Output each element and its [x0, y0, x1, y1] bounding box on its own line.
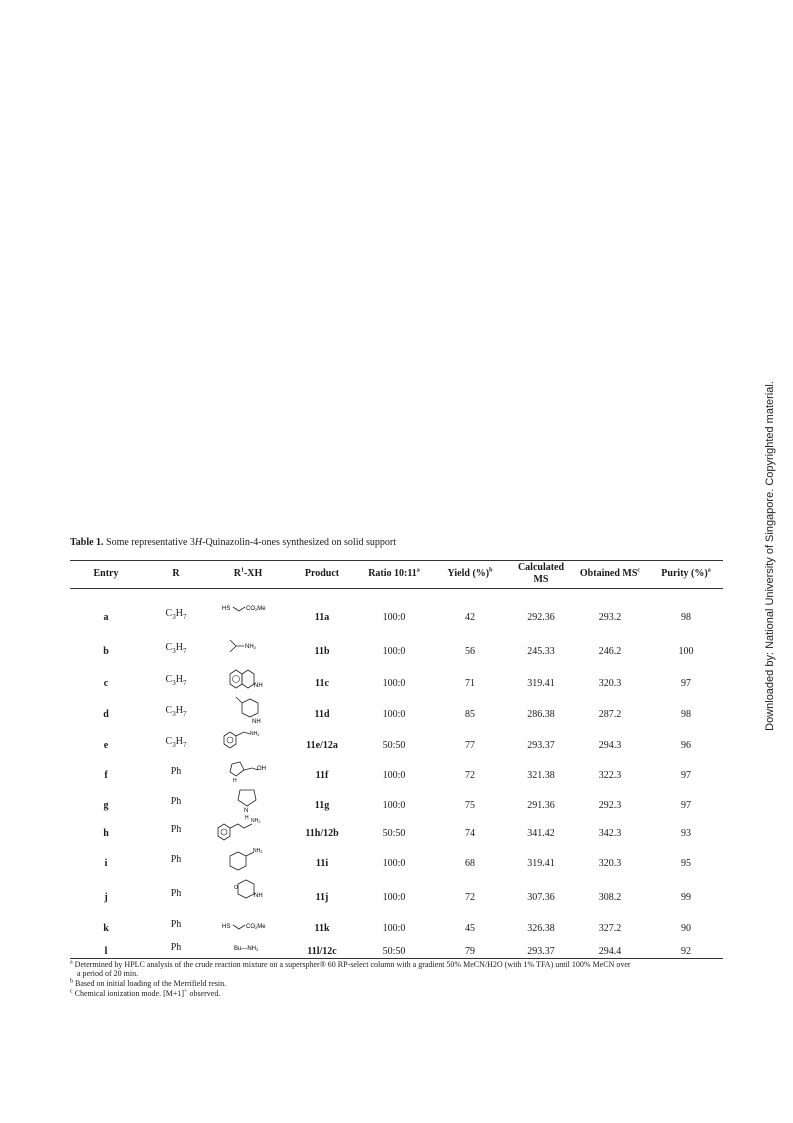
download-watermark: Downloaded by: National University of Singapore. Copyrighted material.	[764, 381, 776, 731]
cell-obtained: 308.2	[598, 892, 622, 903]
cell-calc: 293.37	[527, 740, 555, 751]
reagent-structure-l	[234, 941, 274, 960]
cell-obtained: 327.2	[598, 923, 622, 934]
cell-yield: 45	[465, 923, 475, 934]
cell-entry: d	[103, 709, 109, 720]
label-h-g: H	[245, 815, 249, 820]
cell-product: 11i	[315, 858, 329, 869]
caption-italic-h: H	[194, 537, 203, 548]
cell-purity: 95	[681, 858, 691, 869]
footnote-b: $^b$ Based on initial loading of the Merrifield resin.	[70, 978, 227, 988]
cell-r: $C_3H_7$	[165, 736, 187, 749]
cell-yield: 77	[465, 740, 475, 751]
header-purity: Purity (%)$^a$	[661, 567, 711, 579]
cell-ratio: 100:0	[382, 892, 406, 903]
cell-ratio: 100:0	[382, 612, 406, 623]
cell-calc: 286.38	[527, 709, 555, 720]
cell-r: $C_3H_7$	[165, 705, 187, 718]
cell-product: 11a	[314, 612, 330, 623]
cell-calc: 291.36	[527, 800, 555, 811]
cell-ratio: 50:50	[382, 740, 406, 751]
cell-entry: k	[103, 923, 109, 934]
cell-purity: 98	[681, 612, 691, 623]
cell-ratio: 100:0	[382, 858, 406, 869]
cell-obtained: 320.3	[598, 858, 622, 869]
cell-ratio: 50:50	[382, 946, 406, 957]
cell-r: Ph	[170, 888, 182, 899]
cell-entry: e	[103, 740, 109, 751]
cell-obtained: 342.3	[598, 828, 622, 839]
cell-purity: 97	[681, 770, 691, 781]
cell-yield: 42	[465, 612, 475, 623]
footnote-c: $^c$ Chemical ionization mode. [M+1]+ observed.	[70, 988, 221, 998]
label-nh-j: NH	[254, 893, 263, 899]
cell-product: 11e/12a	[306, 740, 338, 751]
cell-obtained: 322.3	[598, 770, 622, 781]
cell-yield: 74	[465, 828, 475, 839]
label-co2me-k: CO2Me	[246, 924, 266, 930]
label-h-f: H	[233, 778, 237, 784]
cell-r: Ph	[170, 942, 182, 953]
cell-yield: 71	[465, 678, 475, 689]
cell-yield: 72	[465, 892, 475, 903]
cell-yield: 79	[465, 946, 475, 957]
cell-calc: 292.36	[527, 612, 555, 623]
cell-entry: c	[103, 678, 109, 689]
cell-product: 11j	[315, 892, 329, 903]
cell-obtained: 287.2	[598, 709, 622, 720]
cell-entry: f	[104, 770, 108, 781]
reagent-structure-j	[228, 876, 272, 913]
cell-obtained: 320.3	[598, 678, 622, 689]
cell-purity: 92	[681, 946, 691, 957]
cell-obtained: 294.3	[598, 740, 622, 751]
cell-yield: 56	[465, 646, 475, 657]
cell-ratio: 100:0	[382, 923, 406, 934]
cell-r: Ph	[170, 766, 182, 777]
cell-calc: 341.42	[527, 828, 555, 839]
cell-product: 11h/12b	[305, 828, 339, 839]
header-calculated-ms: Calculated MS	[517, 562, 565, 585]
cell-ratio: 50:50	[382, 828, 406, 839]
header-product: Product	[304, 568, 340, 579]
label-hs-k: HS	[222, 924, 231, 930]
label-nh2-e: $NH_2$	[250, 731, 260, 737]
label-n-g: N	[244, 808, 249, 814]
label-hs: HS	[222, 606, 231, 612]
cell-purity: 99	[681, 892, 691, 903]
cell-product: 11l/12c	[307, 946, 337, 957]
cell-r: Ph	[170, 824, 182, 835]
cell-calc: 319.41	[527, 678, 555, 689]
cell-ratio: 100:0	[382, 646, 406, 657]
cell-product: 11f	[315, 770, 329, 781]
cell-yield: 72	[465, 770, 475, 781]
cell-ratio: 100:0	[382, 800, 406, 811]
footnote-a: $^a$ Determined by HPLC analysis of the crude reaction mixture on a superspher® 60 RP-select column with a gradient 50% MeCN/H2O (with 1% TFA) until 100% MeCN over	[70, 959, 631, 969]
cell-purity: 100	[678, 646, 694, 657]
cell-entry: i	[104, 858, 108, 869]
cell-r: Ph	[170, 854, 182, 865]
caption-text-post: -Quinazolin-4-ones synthesized on solid support	[202, 537, 396, 548]
cell-yield: 68	[465, 858, 475, 869]
footnote-a-continued: a period of 20 min.	[77, 969, 139, 978]
cell-calc: 245.33	[527, 646, 555, 657]
cell-purity: 90	[681, 923, 691, 934]
header-obtained-ms: Obtained $MS^c$	[579, 567, 641, 579]
caption-text-pre: Some representative 3	[103, 537, 195, 548]
header-ratio: Ratio 10:11$^a$	[368, 567, 420, 579]
header-entry: Entry	[93, 568, 119, 579]
reagent-structure-a	[222, 600, 282, 621]
header-yield: Yield (%)$^b$	[447, 567, 493, 579]
label-nh2-i: $NH_2$	[253, 848, 263, 854]
cell-purity: 96	[681, 740, 691, 751]
cell-yield: 85	[465, 709, 475, 720]
table-label: Table 1.	[70, 537, 104, 548]
cell-r: $C_3H_7$	[165, 642, 187, 655]
cell-ratio: 100:0	[382, 709, 406, 720]
cell-entry: h	[103, 828, 109, 839]
cell-obtained: 292.3	[598, 800, 622, 811]
label-nh-d: NH	[252, 719, 261, 725]
cell-r: Ph	[170, 796, 182, 807]
cell-calc: 326.38	[527, 923, 555, 934]
cell-calc: 307.36	[527, 892, 555, 903]
cell-ratio: 100:0	[382, 678, 406, 689]
cell-product: 11c	[315, 678, 329, 689]
label-oh: OH	[257, 766, 266, 772]
cell-yield: 75	[465, 800, 475, 811]
cell-calc: 293.37	[527, 946, 555, 957]
cell-entry: j	[104, 892, 108, 903]
label-co2me: CO2Me	[246, 606, 266, 612]
cell-entry: l	[104, 946, 108, 957]
cell-r: $C_3H_7$	[165, 608, 187, 621]
cell-entry: b	[103, 646, 109, 657]
label-nh-c: NH	[254, 683, 263, 689]
cell-product: 11b	[314, 646, 330, 657]
cell-purity: 93	[681, 828, 691, 839]
cell-calc: 319.41	[527, 858, 555, 869]
cell-purity: 97	[681, 800, 691, 811]
cell-obtained: 293.2	[598, 612, 622, 623]
cell-product: 11k	[314, 923, 330, 934]
label-bu-nh2: Bu—NH2	[234, 946, 259, 952]
header-r: R	[172, 568, 180, 579]
reagent-structure-e	[220, 726, 276, 757]
reagent-structure-f	[226, 758, 276, 789]
table-header-rule	[70, 588, 723, 589]
label-nh2-b: NH2	[245, 644, 256, 650]
cell-obtained: 246.2	[598, 646, 622, 657]
cell-purity: 97	[681, 678, 691, 689]
cell-entry: a	[103, 612, 109, 623]
reagent-structure-k	[222, 918, 282, 939]
cell-r: Ph	[170, 919, 182, 930]
cell-purity: 98	[681, 709, 691, 720]
cell-product: 11d	[314, 709, 330, 720]
label-o-j: O	[234, 885, 238, 891]
table-caption	[70, 537, 730, 548]
header-r1-xh: $R^1-XH$	[233, 567, 263, 579]
cell-r: $C_3H_7$	[165, 674, 187, 687]
cell-calc: 321.38	[527, 770, 555, 781]
cell-product: 11g	[314, 800, 330, 811]
label-nh2-h: $NH_2$	[251, 818, 261, 824]
table-top-rule	[70, 560, 723, 561]
cell-ratio: 100:0	[382, 770, 406, 781]
cell-entry: g	[103, 800, 109, 811]
cell-obtained: 294.4	[598, 946, 622, 957]
table-bottom-rule	[70, 958, 723, 959]
reagent-structure-b	[228, 636, 268, 661]
